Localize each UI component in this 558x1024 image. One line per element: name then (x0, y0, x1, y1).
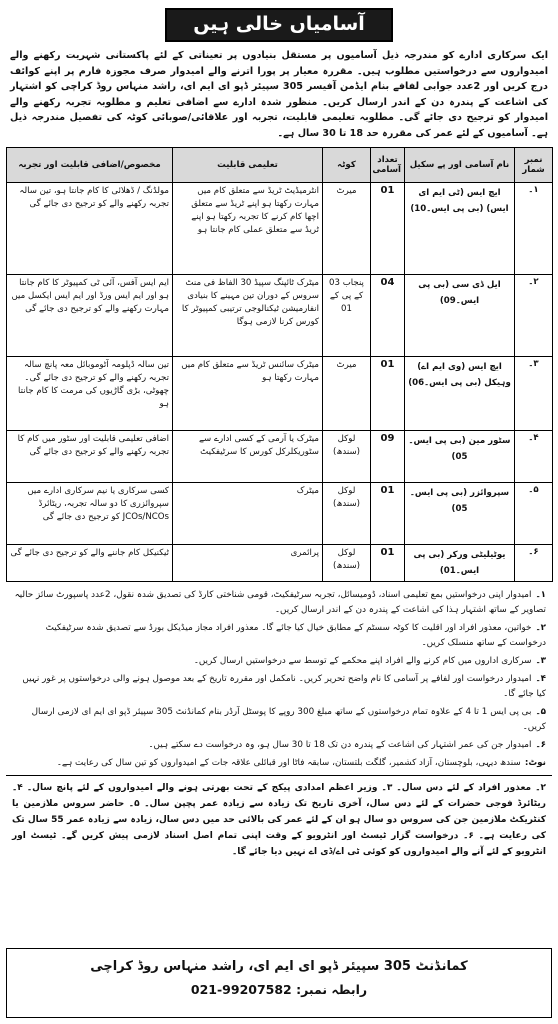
phone-label: رابطہ نمبر: (296, 982, 368, 997)
row-experience: اضافی تعلیمی قابلیت اور سٹور میں کام کا تجربہ رکھنے والے کو ترجیح دی جائے گی (7, 431, 173, 483)
phone-number: 021-99207582 (190, 982, 292, 997)
row-serial: ۲۔ (515, 275, 553, 357)
intro-paragraph: ایک سرکاری ادارے کو مندرجہ ذیل آسامیوں پر مستقل بنیادوں پر تعیناتی کے لئے پاکستانی شہریت رکھنے والے امیدواروں سے درخواستیں مطلوب ہیں۔ مقررہ معیار پر پورا اترنے والے امیدوار صرف مجوزہ فارم پر اپنے کوائف درج کریں اور 2عدد جوابی لفافے بنام ایڈمن آفیسر 305 سپیئر ڈپو ای ایم ای، راشد منہاس روڈ کراچی کو اشتہار کی اشاعت کے پندرہ دن کے اندر ارسال کریں۔ منظور شدہ ادارے سے اضافی تعلیم و مطلوبہ تجربہ رکھنے والے امیدوار کو ترجیح دی جائے گی۔ مطلوبہ تعلیمی قابلیت، تجربہ اور علاقائی/صوبائی کوٹہ کی تفصیل مندرجہ ذیل ہے۔ آسامیوں کے لئے عمر کی مقررہ حد 18 تا 30 سال ہے۔ (10, 50, 548, 139)
row-experience: تین سالہ ڈپلومہ آٹوموبائل معہ پانچ سالہ تجربہ رکھنے والے کو ترجیح دی جائے گی۔ چھوٹی، بڑی گاڑیوں کی مرمت کا کام جانتا ہو (7, 357, 173, 431)
table-header-row (7, 148, 553, 183)
table-row (7, 431, 553, 483)
relaxation-paragraph: ۲۔ معذور افراد کے لئے دس سال۔ ۳۔ وزیر اعظم امدادی پیکج کے تحت بھرتی ہونے والے امیدواروں کے لئے پانچ سال۔ ۴۔ ریٹائرڈ فوجی حضرات کے لئے دس سال، آخری تاریخ تک زیادہ سے زیادہ عمر پچپن سال۔ ۵۔ حاضر سروس ملازمین یا کنٹریکٹ ملازمین جن کی سروس دو سال ہو ان کے لئے عمر کی بالائی حد میں دس سال، زیادہ سے زیادہ عمر 55 سال تک کی رعایت ہے۔ ۶۔ درخواست گزار ٹیسٹ اور انٹرویو کے وقت اپنی تمام اصل اسناد لازمی پیش کریں گے۔ ٹیسٹ اور انٹرویو کے لئے آنے والے امیدواروں کو کوئی ٹی اے/ڈی اے نہیں دیا جائے گا۔ (12, 783, 546, 857)
note-item: ۱۔امیدوار اپنی درخواستیں بمع تعلیمی اسناد، ڈومیسائل، تجربہ سرٹیفکیٹ، قومی شناختی کارڈ کی تصدیق شدہ نقول، 2عدد پاسپورٹ سائز حالیہ تصاویر کے ساتھ اشتہار ہذا کی اشاعت کے پندرہ دن کے اندر ارسال کریں۔ (14, 590, 546, 615)
row-qualification: پرائمری (173, 545, 323, 582)
note-item: ۶۔امیدوار جن کی عمر اشتہار کی اشاعت کے پندرہ دن تک 18 تا 30 سال ہو، وہ درخواست دے سکتے ہیں۔ (148, 740, 546, 750)
row-qualification: انٹرمیڈیٹ ٹریڈ سے متعلق کام میں مہارت رکھتا ہو اپنے ٹریڈ سے متعلق اچھا کام کرنے کا تجربہ رکھتا ہو اپنے ٹریڈ سے متعلق عملی کام جانتا ہو (173, 183, 323, 275)
row-qualification: میٹرک (173, 483, 323, 545)
row-experience: کسی سرکاری یا نیم سرکاری ادارے میں سپروائزری کا دو سالہ تجربہ، ریٹائرڈ JCOs/NCOs کو ترجیح دی جائے گی (7, 483, 173, 545)
row-post-name: یوٹیلیٹی ورکر (بی پی ایس۔01) (405, 545, 515, 582)
jobs-table (6, 147, 553, 582)
note-item: ۵۔بی پی ایس 1 تا 4 کے علاوہ تمام درخواستوں کے ساتھ مبلغ 300 روپے کا پوسٹل آرڈر بنام کمانڈنٹ 305 سپیئر ڈپو ای ایم ای لازمی ارسال کریں۔ (31, 707, 546, 732)
footer-phone-line (7, 982, 551, 997)
table-row (7, 357, 553, 431)
row-serial: ۴۔ (515, 431, 553, 483)
row-count: 01 (371, 183, 405, 275)
row-qualification: میٹرک یا آرمی کے کسی ادارے سے سٹوریکلرکل کورس کا سرٹیفکیٹ (173, 431, 323, 483)
note-item: ۳۔سرکاری اداروں میں کام کرنے والے افراد اپنے محکمے کے توسط سے درخواستیں ارسال کریں۔ (193, 656, 546, 666)
header-experience: مخصوص/اضافی قابلیت اور تجربہ (7, 148, 173, 183)
row-experience: ٹیکنیکل کام جاننے والے کو ترجیح دی جائے گی (7, 545, 173, 582)
row-qualification: میٹرک ٹائپنگ سپیڈ 30 الفاظ فی منٹ سروس کے دوران تین مہینے کا بنیادی انفارمیشن ٹیکنالوجی ترتیبی کمپیوٹر کا کورس کرنا لازمی ہوگا (173, 275, 323, 357)
footer-box (6, 948, 552, 1018)
footer-address: کمانڈنٹ 305 سپیئر ڈپو ای ایم ای، راشد منہاس روڈ کراچی (90, 959, 468, 974)
table-row (7, 483, 553, 545)
note-item: ۲۔خواتین، معذور افراد اور اقلیت کا کوٹہ سسٹم کے مطابق خیال کیا جائے گا۔ معذور افراد مجاز میڈیکل بورڈ سے تصدیق شدہ سرٹیفکیٹ درخواست کے ساتھ منسلک کریں۔ (45, 623, 546, 648)
row-post-name: سٹور مین (بی پی ایس۔05) (405, 431, 515, 483)
title-wrap (6, 8, 552, 42)
row-post-name: ایل ڈی سی (بی پی ایس۔09) (405, 275, 515, 357)
notes-list (12, 588, 546, 771)
age-relaxation-note: نوٹ:سندھ دیہی، بلوچستان، آزاد کشمیر، گلگت بلتستان، سابقہ فاٹا اور قبائلی علاقہ جات کے امیدواروں کو تین سال کی رعایت ہے۔ (56, 758, 546, 768)
ad-title: آسامیاں خالی ہیں (165, 8, 393, 42)
table-row (7, 183, 553, 275)
header-count: تعداد آسامی (371, 148, 405, 183)
row-count: 01 (371, 483, 405, 545)
row-quota: پنجاب 03 کے پی کے 01 (323, 275, 371, 357)
row-post-name: ایچ ایس (ٹی ایم ای ایس) (بی پی ایس۔10) (405, 183, 515, 275)
row-serial: ۳۔ (515, 357, 553, 431)
row-count: 04 (371, 275, 405, 357)
row-count: 09 (371, 431, 405, 483)
row-quota: لوکل (سندھ) (323, 431, 371, 483)
row-serial: ۶۔ (515, 545, 553, 582)
row-qualification: میٹرک سائنس ٹریڈ سے متعلق کام میں مہارت رکھتا ہو (173, 357, 323, 431)
divider (6, 775, 552, 776)
row-quota: لوکل (سندھ) (323, 483, 371, 545)
row-quota: میرٹ (323, 183, 371, 275)
table-row (7, 275, 553, 357)
row-count: 01 (371, 357, 405, 431)
header-post-name: نام آسامی اور پے سکیل (405, 148, 515, 183)
row-count: 01 (371, 545, 405, 582)
row-post-name: سپروائزر (بی پی ایس۔05) (405, 483, 515, 545)
header-qualification: تعلیمی قابلیت (173, 148, 323, 183)
row-quota: میرٹ (323, 357, 371, 431)
row-quota: لوکل (سندھ) (323, 545, 371, 582)
row-serial: ۱۔ (515, 183, 553, 275)
header-serial: نمبر شمار (515, 148, 553, 183)
table-row (7, 545, 553, 582)
row-serial: ۵۔ (515, 483, 553, 545)
row-post-name: ایچ ایس (وی ایم اے) وہیکل (بی پی ایس۔06) (405, 357, 515, 431)
row-experience: مولڈنگ / ڈھلائی کا کام جانتا ہو، تین سالہ تجربہ رکھنے والے کو ترجیح دی جائے گی (7, 183, 173, 275)
header-quota: کوٹہ (323, 148, 371, 183)
note-item: ۴۔امیدوار درخواست اور لفافے پر آسامی کا نام واضح تحریر کریں۔ نامکمل اور مقررہ تاریخ کے بعد موصول ہونے والی درخواستوں پر غور نہیں کیا جائے گا۔ (22, 674, 546, 699)
row-experience: ایم ایس آفس، آئی ٹی کمپیوٹر کا کام جانتا ہو اور ایم ایس ورڈ اور ایم ایس ایکسل میں مہارت رکھنے والے کو ترجیح دی جائے گی (7, 275, 173, 357)
